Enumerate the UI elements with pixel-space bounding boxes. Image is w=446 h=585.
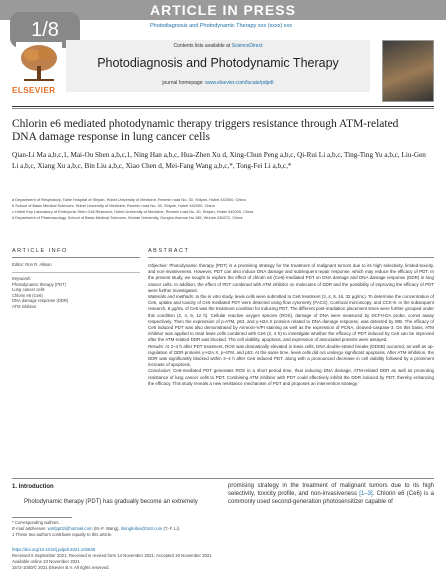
email-link-1[interactable]: wmfpp02@hotmail.com	[47, 526, 93, 531]
citation-link[interactable]: [1–3]	[359, 491, 373, 497]
contents-line	[66, 43, 370, 49]
homepage-prefix: journal homepage:	[162, 80, 204, 86]
page-counter-badge: 1/8	[10, 12, 80, 48]
journal-reference[interactable]: Photodiagnosis and Photodynamic Therapy xxx (xxxx) xxx	[150, 23, 293, 29]
footnote-divider	[12, 517, 72, 518]
intro-text-right	[228, 482, 434, 506]
header-divider	[12, 106, 434, 107]
affiliation-d: d Department of Pharmacology, School of Basic Medical Sciences, Wuhan University, Donghu Avenue No.185, Wuhan 430072, China	[12, 215, 243, 220]
journal-title: Photodiagnosis and Photodynamic Therapy	[97, 56, 339, 70]
header-divider-thin	[12, 108, 434, 109]
article-info-heading: ARTICLE INFO	[12, 248, 68, 254]
editor-line: Editor: Ron R. Allison	[12, 262, 52, 267]
keyword-item: DNA damage response (DDR)	[12, 298, 69, 304]
journal-header	[66, 40, 370, 92]
email-owner-1: (M.-F. Wang),	[93, 526, 120, 531]
publication-info	[12, 547, 432, 571]
homepage-link[interactable]: www.elsevier.com/locate/pdpdt	[205, 80, 274, 86]
abstract-methods	[148, 294, 434, 344]
affiliation-c: c Hubei Key Laboratory of Embryonic Stem Cell Research, Hubei University of Medicine, Renmin road No. 30, Shiyan, Hubei 442000, China	[12, 209, 254, 214]
keyword-item: Lung cancer cells	[12, 287, 45, 293]
keywords-title: Keywords:	[12, 276, 32, 281]
methods-label: Materials and methods:	[148, 294, 195, 300]
available-online: Available online 23 November 2021	[12, 559, 80, 564]
objective-text: Photodynamic therapy (PDT) is a promising strategy for the treatment of malignant tumors due to its high selectivity, limited-toxicity, and non-invasiveness. However, PDT can also induce DNA damage and subsequent repair response, which may reduce the efficacy of PDT. In the present study, we sought to explore the effect of chlorin e6 (Ce6)-mediated PDT on DNA damage and DNA damage response (DDR) in lung cancer cells. In addition, the effect of PDT combined with ATM inhibitor on molecules of DDR and the possibility of improving the efficacy of PDT were further investigated.	[148, 263, 434, 293]
publisher-wordmark: ELSEVIER	[12, 86, 56, 95]
conclusion-text: Ce6-mediated PDT generates ROS in a short period time, thus inducing DNA damage, ATM-related DDR as well as promoting resistance of lung cancer cells to PDT. Combining ATM inhibitor with PDT could effectively inhibit the DDR induced by PDT, thereby enhancing the efficacy. This study reveals a new resistance mechanism of PDT and proposes an intervention strategy.	[148, 368, 435, 386]
affiliations	[12, 197, 432, 221]
methods-text: In the in vitro study, lewis cells were submitted to Ce6 treatment (2, 4, 8, 16, 32 μg/mL). To determine the concentration of Ce6, uptake and toxicity of Ce6 mediated PDT were detected using flow cytometry (FACS), Confocal microscopy, and CCK-8. In the subsequent research, 8 μg/mL of Ce6 was the treatment condition for inducing PDT. The different post-irradiation placement times were further grouped under this condition (2, 4, 6, 12 h). Cellular reactive oxygen species (ROS), damage of DNA were measured by DCFH-DA probe, comet assay respectively. Then the expression of p-ATM, p53, and γ-H2A.X proteins related to DNA damage response, was detected by WB. The efficacy of Ce6 induced PDT was also demonstrated by Annexin-V/PI staining as well as the expression of PCNA, cleaved-caspase-3. On this basis, ATM inhibitor was applied to treat lewis cells combined with Ce6 (2, 4 h) to investigate whether the efficacy of PDT induced by Ce6 can be improved after the ATM-related DDR was blocked. The cell viability, apoptosis, and expression of associated proteins were assayed.	[148, 294, 435, 343]
copyright-line: 1572-1000/© 2021 Elsevier B.V. All rights reserved.	[12, 565, 110, 570]
keyword-list	[12, 282, 140, 309]
keyword-item: Photodynamic therapy (PDT)	[12, 282, 66, 287]
journal-cover-thumbnail	[382, 40, 434, 102]
affiliation-a: a Department of Respiratory, Taihe Hospital of Shiyan, Hubei University of Medicine, Renmin road No. 30, Shiyan, Hubei 442000, China	[12, 197, 246, 202]
contents-prefix: Contents lists available at	[173, 43, 231, 49]
abstract-bottom-divider	[12, 478, 434, 479]
keywords-divider	[12, 272, 140, 273]
article-info-divider	[12, 257, 140, 258]
intro-right-after: . Chlorin e6 (Ce6) is a commonly used second-generation photosensitizer capable of	[228, 491, 434, 505]
sciencedirect-link[interactable]: ScienceDirect	[231, 43, 263, 49]
doi-link[interactable]: https://doi.org/10.1016/j.pdpdt.2021.102645	[12, 547, 96, 552]
keyword-item: ATM inhibitor	[12, 303, 37, 309]
equal-contribution-note: 1 These two authors contribute equally to this article.	[12, 532, 113, 537]
footnotes	[12, 520, 432, 538]
results-text: At 2–4 h after PDT treatment, ROS was dramatically elevated in lewis cells, DNA double-strand breaks (DDSB) occurred, as well as up-regulation of DDR proteins γ-H2A.X, p-ATM, and p53. At the same time, lewis cells did not undergo significant apoptosis. After ATM inhibition, the DDR was significantly blocked within 2–4 h after Ce6 induced PDT, along with a pronounced decrease in cell viability followed by a prominent increase of apoptosis.	[148, 343, 434, 368]
elsevier-tree-logo	[16, 42, 62, 84]
corresponding-note: * Corresponding authors.	[12, 520, 60, 525]
homepage-line	[66, 80, 370, 86]
email-owner-2: (T.-F. Li).	[163, 526, 181, 531]
abstract-conclusion	[148, 368, 434, 387]
abstract-results	[148, 344, 434, 369]
author-list: Qian-Li Ma a,b,c,1, Mai-Ou Shen a,b,c,1, Ning Han a,b,c, Hua-Zhen Xu d, Xing-Chun Peng a,b,c, Qi-Rui Li a,b,c, Ting-Ting Yu a,b,c, Liu-Gen Li a,b,c, Xiang Xu a,b,c, Bin Liu a,b,c, Xiao Chen d, Mei-Fang Wang a,b,c,*, Tong-Fei Li a,b,c,*	[12, 151, 426, 170]
article-title: Chlorin e6 mediated photodynamic therapy triggers resistance through ATM-related DNA damage response in lung cancer cells	[12, 118, 399, 143]
keyword-item: Chlorin e6 (Ce6)	[12, 292, 43, 298]
section-heading-introduction: 1. Introduction	[12, 484, 54, 490]
results-label: Results:	[148, 343, 165, 349]
abstract-divider	[148, 257, 434, 258]
intro-text-left: Photodynamic therapy (PDT) has gradually become an extremely	[24, 499, 198, 505]
email-link-2[interactable]: litongfeibio@163.com	[120, 526, 163, 531]
intro-right-before: promising strategy in the treatment of malignant tumors due to its high selectivity, toxicity profile, and non-invasiveness	[228, 483, 434, 497]
objective-label: Objective:	[148, 263, 168, 268]
abstract-body	[148, 263, 434, 387]
abstract-objective	[148, 263, 434, 294]
conclusion-label: Conclusion:	[148, 368, 172, 374]
banner-label: ARTICLE IN PRESS	[150, 2, 296, 18]
email-label: E-mail addresses:	[12, 526, 47, 531]
abstract-heading: ABSTRACT	[148, 248, 190, 254]
affiliation-b: b School of Basic Medical Sciences, Hubei University of Medicine, Renmin road No. 30, Shiyan, Hubei 442000, China	[12, 203, 215, 208]
received-dates: Received 6 September 2021; Received in revised form 14 November 2021; Accepted 19 November 2021	[12, 553, 212, 558]
